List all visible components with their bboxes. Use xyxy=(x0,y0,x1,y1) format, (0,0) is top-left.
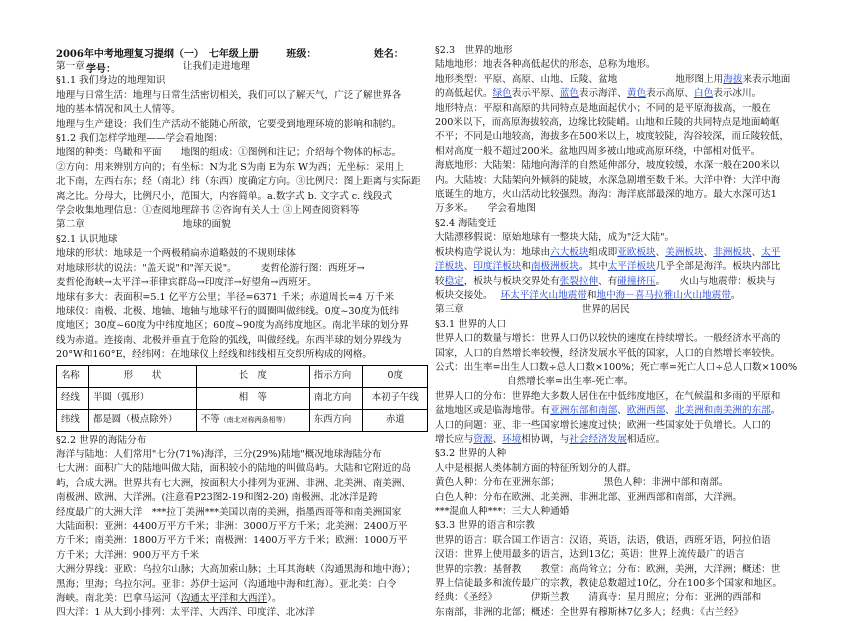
text-line: 地理与生产建设：我们生产活动不能随心所欲，它要受到地理环境的影响和制约。 xyxy=(56,118,402,130)
meridian-parallel-table xyxy=(56,365,428,432)
text-line: 地球有多大：表面积=5.1 亿平方公里；半径=6371 千米；赤道周长=4 万千米 xyxy=(56,291,395,303)
text-line: 不平；不同是山地较高，海拔多在500米以上，坡度较陡，沟谷较深，而丘陵较低， xyxy=(435,131,790,143)
highlight-text: 六大板块 xyxy=(550,246,589,258)
text-span: 和 xyxy=(586,289,597,301)
text-line: ***混血人种***：三大人种通婚 xyxy=(435,506,570,517)
text-line: 相对高度一般不超过200米。盆地四周多被山地或高原环绕，中部相对低平。 xyxy=(435,145,761,157)
chapter-label: 第三章 xyxy=(435,304,464,316)
text-span: 、 xyxy=(751,246,762,258)
text-span: 较 xyxy=(435,275,445,287)
highlight-text: 绿色 xyxy=(492,88,512,100)
text-span: 相适应。 xyxy=(626,433,666,445)
table-cell: 半圆（弧形） xyxy=(89,387,197,409)
section-3-3-title: §3.3 世界的语言和宗教 xyxy=(435,520,535,532)
text-line: 度地区；30度~60度为中纬度地区；60度~90度为高纬度地区。南北半球的划分界 xyxy=(56,320,409,332)
highlight-text: 稳定 xyxy=(444,275,464,287)
text-span: 黄色人种：分布在亚洲东部； xyxy=(435,477,560,489)
highlight-text: 非洲板块 xyxy=(713,246,752,258)
text-line xyxy=(435,87,807,101)
text-line: 世界的语言：联合国工作语言：汉语，英语，法语，俄语，西班牙语，阿拉伯语 xyxy=(435,534,771,546)
text-span: 增长应与 xyxy=(435,433,474,445)
text-span: 组成即 xyxy=(588,246,618,258)
class-label: 班级： xyxy=(286,49,317,60)
text-span: 表示高原、 xyxy=(646,88,695,100)
chapter-1-heading xyxy=(56,60,428,74)
text-line: 人中是根据人类体制方面的特征所划分的人群。 xyxy=(435,462,637,474)
text-line: 海洋与陆地：人们常用"七分(71%)海洋，三分(29%)陆地"概况地球海陆分布 xyxy=(56,448,382,460)
text-span: 海峡。南北美：巴拿马运河（ xyxy=(56,593,181,604)
text-line: 离之比。分母大，比例尺小，范围大，内容简单。a.数字式 b. 文字式 c. 线段式 xyxy=(56,190,392,202)
highlight-text: 美洲板块 xyxy=(665,246,704,258)
section-1-2-title: §1.2 我们怎样学地理——学会看地图： xyxy=(56,133,224,145)
section-2-1-title: §2.1 认识地球 xyxy=(56,233,118,245)
text-line: 世界的宗教：基督教 教堂：高尚耸立；分布：欧洲，美洲，大洋洲；概述：世 xyxy=(435,563,781,575)
table-cell: 南北方向 xyxy=(309,387,363,409)
highlight-text: 亚洲东部和南部 xyxy=(550,405,618,417)
chapter-name: 地球的面貌 xyxy=(182,219,231,231)
text-span: 、 xyxy=(617,405,627,417)
text-line: 内。大陆坡：大陆架向外倾斜的陡坡，水深急剧增至数千米。大洋中脊：大洋中海 xyxy=(435,174,781,186)
text-line: 人口的问题：亚、非一些国家增长速度过快；欧洲一些国家处于负增长。人口的 xyxy=(435,419,771,431)
text-line: 北下南，左西右东；经（南北）纬（东西）度确定方向。③比例尺：图上距离与实际距 xyxy=(56,176,421,188)
text-span: 的高低起伏。 xyxy=(435,88,493,100)
text-line: 经典：《圣经》 伊斯兰教 清真寺：星月照应；分布：亚洲的西部和 xyxy=(435,592,762,604)
chapter-2-heading xyxy=(56,218,428,232)
text-span: 地形类型：平原、高原、山地、丘陵、盆地 xyxy=(435,73,618,85)
text-line: 地的基本情况和风土人情等。 xyxy=(56,104,181,116)
text-span: 表示海洋、 xyxy=(578,88,627,100)
text-line xyxy=(435,260,807,274)
text-line: 世界人口的数量与增长：世界人口仍以较快的速度在持续增长。一般经济水平高的 xyxy=(435,333,781,345)
text-line: 地图的种类：鸟瞰和平面 地图的组成：①图例和注记；介绍每个物体的标志。 xyxy=(56,147,402,159)
text-span: 表示冰川。 xyxy=(713,88,762,100)
chapter-name: 让我们走进地理 xyxy=(182,61,250,72)
text-span: 盆地地区或是临海地带。有 xyxy=(435,405,551,417)
text-line: 白色人种：分布在欧洲、北美洲、非洲北部、亚洲西部和南部，大洋洲。 xyxy=(435,491,742,503)
text-line: 对地球形状的说法："盖天说"和"浑天说"。 麦哲伦游行图：西班牙→ xyxy=(56,262,365,274)
text-line xyxy=(435,73,807,87)
table-cell: 名称 xyxy=(57,365,89,387)
text-line: 地理与日常生活：地理与日常生活密切相关，我们可以了解天气，广泛了解世界各 xyxy=(56,89,402,101)
table-cell: 长 度 xyxy=(196,365,309,387)
section-3-1-title: §3.1 世界的人口 xyxy=(435,318,507,330)
section-3-2-title: §3.2 世界的人种 xyxy=(435,448,507,460)
highlight-text: 环境 xyxy=(502,433,522,445)
text-line: 七大洲：面积广大的陆地叫做大陆，面积较小的陆地的叫做岛屿。大陆和它附近的岛 xyxy=(56,463,411,475)
text-span: 。 xyxy=(770,405,781,417)
text-line: 学会收集地理信息：①查阅地理辞书 ②咨询有关人士 ③上网查阅资料等 xyxy=(56,205,360,217)
highlight-text: 黄色 xyxy=(626,88,647,100)
text-line xyxy=(435,246,807,260)
table-header-row xyxy=(57,365,428,387)
chapter-3-heading xyxy=(435,303,807,317)
text-span: 表示平原、 xyxy=(511,88,560,100)
text-span: 、 xyxy=(703,246,714,258)
text-line: 黑海；里海；乌拉尔河。亚非：苏伊士运河（沟通地中海和红海）。亚北美：白令 xyxy=(56,578,397,590)
highlight-text: 资源 xyxy=(473,433,493,445)
highlight-text: 欧洲西部 xyxy=(626,405,666,417)
chapter-label: 第一章 xyxy=(56,61,85,72)
text-span: 板块交接处。 xyxy=(435,289,493,301)
text-span: 几乎全部是海洋。板块内部比 xyxy=(655,261,781,273)
table-row xyxy=(57,409,428,431)
name-label: 姓名： xyxy=(373,49,404,60)
text-line: 地球仪：南极、北极、地轴、地轴与地球平行的圆圈叫做纬线。0度~30度为低纬 xyxy=(56,305,399,317)
text-line: 经度最广的大洲大洋 ***拉丁美洲***美国以南的美洲，指墨西哥等和南美洲国家 xyxy=(56,506,402,518)
text-line: 方千米；大洋洲：900万平方千米 xyxy=(56,549,200,561)
table-cell: 本初子午线 xyxy=(363,387,428,409)
text-line: 世界人口的分布：世界绝大多数人居住在中低纬度地区，在气候温和多雨的平原和 xyxy=(435,390,781,402)
text-line: 国家，人口的自然增长率较慢，经济发展水平低的国家，人口的自然增长率较快。 xyxy=(435,347,781,359)
table-cell: 0度 xyxy=(363,365,428,387)
text-line: 汉语：世界上使用最多的语言，达到13亿；英语：世界上流传最广的语言 xyxy=(435,549,745,561)
text-line xyxy=(435,476,807,490)
text-span: 、有 xyxy=(598,275,618,287)
highlight-text: 印度洋板块 xyxy=(473,261,522,273)
text-span: 。 xyxy=(730,289,741,301)
table-cell: 相 等 xyxy=(196,387,309,409)
highlight-text: 北美洲和南美洲的东部 xyxy=(674,405,771,417)
text-line: 大陆面积：亚洲：4400万平方千米；非洲：3000万平方千米；北美洲：2400万平 xyxy=(56,520,408,532)
table-cell: 东西方向 xyxy=(309,409,363,431)
text-line: 海底地形：大陆架：陆地向海洋的自然延伸部分，坡度较缓，水深一般在200米以 xyxy=(435,160,780,172)
text-line: ②方向：用来辨别方向的；有坐标：N为北 S为南 E为东 W为西；无坐标：采用上 xyxy=(56,161,404,173)
text-span: 、 xyxy=(655,246,666,258)
table-cell: 经线 xyxy=(57,387,89,409)
length-note: （南北对称两条相等） xyxy=(219,415,290,424)
text-line: 万多米。 学会看地图 xyxy=(435,203,536,215)
text-line: 陆地地形：地表各种高低起伏的形态，总称为地形。 xyxy=(435,59,656,71)
table-cell: 赤道 xyxy=(363,409,428,431)
highlight-text: 太平 xyxy=(761,246,781,258)
text-line: 底诞生的地方，火山活动比较强烈。海沟：海洋底部最深的地方。最大水深可达1 xyxy=(435,189,777,201)
text-span: 、 xyxy=(665,405,675,417)
text-span: 地形图上用 xyxy=(675,73,724,85)
text-span: 来表示地面 xyxy=(742,73,791,85)
right-column xyxy=(435,44,807,620)
highlight-text: 太平洋板块 xyxy=(607,261,656,273)
text-line: 界上信徒最多和流传最广的宗教，教徒总数超过10亿，分在100多个国家和地区。 xyxy=(435,578,783,590)
highlight-text: 亚欧板块 xyxy=(617,246,656,258)
text-line: 南极洲、欧洲、大洋洲。(注意看P23图2-19和图2-20) 南极洲、北冰洋是跨 xyxy=(56,492,378,504)
text-line xyxy=(435,289,807,303)
text-span: ）。 xyxy=(267,593,282,604)
highlight-text: 地中海－喜马拉雅山火山地震带 xyxy=(596,289,731,301)
left-column xyxy=(56,60,428,621)
highlight-text: 张裂拉伸 xyxy=(559,275,599,287)
text-line: 地球的形状：地球是一个两极稍扁赤道略鼓的不规则球体 xyxy=(56,248,296,260)
table-cell: 纬线 xyxy=(57,409,89,431)
student-id-label: 学号： xyxy=(86,64,116,75)
section-1-1-title: §1.1 我们身边的地理知识 xyxy=(56,75,166,87)
text-span: 、 xyxy=(463,261,474,273)
text-line: 自然增长率=出生率-死亡率。 xyxy=(507,376,634,388)
text-span: 。其中 xyxy=(578,261,608,273)
text-span: 和 xyxy=(521,261,531,273)
text-span: 板块构造学说认为：地球由 xyxy=(435,246,551,258)
chapter-label: 第二章 xyxy=(56,219,85,231)
document-title: 2006年中考地理复习提纲（一） 七年级上册 xyxy=(56,49,259,60)
text-span: 。 火山与地震带：板块与 xyxy=(655,275,776,287)
highlight-text: 南极洲板块 xyxy=(530,261,579,273)
text-line xyxy=(435,404,807,418)
text-span: 黑色人种：非洲中部和南部。 xyxy=(603,477,729,489)
text-span: 、 xyxy=(492,433,503,445)
text-line: 麦哲伦海峡→太平洋→菲律宾群岛→印度洋→好望角→西班牙。 xyxy=(56,277,317,289)
text-line: 大洲分界线：亚欧：乌拉尔山脉；大高加索山脉；土耳其海峡（沟通黑海和地中海）； xyxy=(56,564,416,576)
text-line xyxy=(56,592,428,606)
text-span: ，板块与板块交界处有 xyxy=(463,275,560,287)
text-line xyxy=(435,275,807,289)
length-value: 不等 xyxy=(200,413,220,425)
text-line: 公式：出生率=出生人口数÷总人口数×100%；死亡率=死亡人口÷总人口数×100% xyxy=(435,361,798,373)
section-2-4-title: §2.4 海陆变迁 xyxy=(435,217,497,229)
text-line: 地形特点：平原和高原的共同特点是地面起伏小；不同的是平原海拔高，一般在 xyxy=(435,102,771,114)
table-cell: 都是圆（极点除外） xyxy=(89,409,197,431)
section-2-3-title: §2.3 世界的地形 xyxy=(435,45,513,56)
highlight-text: 碰撞挤压 xyxy=(617,275,656,287)
text-span: 相协调，与 xyxy=(521,433,570,445)
text-line: 东南部，非洲的北部；概述：全世界有穆斯林7亿多人；经典：《古兰经》 xyxy=(435,606,744,618)
text-line: 线为赤道。连接南、北极并垂直于危险的弧线，叫做经线。东西半球的划分界线为 xyxy=(56,334,402,346)
text-line: 20°W和160°E，经纬网：在地球仪上经线和纬线相互交织所构成的网格。 xyxy=(56,349,373,361)
table-cell: 形 状 xyxy=(89,365,197,387)
table-row xyxy=(57,387,428,409)
text-line: 200米以下，而高原海拔较高，边缘比较陡峭。山地和丘陵的共同特点是地面崎岖 xyxy=(435,117,780,129)
table-cell: 指示方向 xyxy=(309,365,363,387)
highlight-text: 海拔 xyxy=(723,73,743,85)
highlight-text: 社会经济发展 xyxy=(569,433,627,445)
text-line: 四大洋：1 从大到小排列：太平洋、大西洋、印度洋、北冰洋 xyxy=(56,607,315,619)
highlight-text: 环太平洋火山地震带 xyxy=(500,289,587,301)
text-line: 方千米；南美洲：1800万平方千米；南极洲：1400万平方千米；欧洲：1000万平 xyxy=(56,535,408,547)
chapter-name: 世界的居民 xyxy=(581,304,630,316)
section-2-2-title: §2.2 世界的海陆分布 xyxy=(56,434,147,446)
underlined-text: 沟通太平洋和大西洋 xyxy=(180,593,268,604)
highlight-text: 白色 xyxy=(694,88,714,100)
highlight-text: 洋板块 xyxy=(435,261,464,273)
text-line: 屿，合成大洲。世界共有七大洲，按面积大小排列为亚洲、非洲、北美洲、南美洲、 xyxy=(56,477,411,489)
table-cell xyxy=(196,409,309,431)
highlight-text: 蓝色 xyxy=(559,88,579,100)
text-line: 大陆漂移假说：原始地球有一整块大陆，成为"泛大陆"。 xyxy=(435,232,675,244)
text-line xyxy=(435,433,807,447)
